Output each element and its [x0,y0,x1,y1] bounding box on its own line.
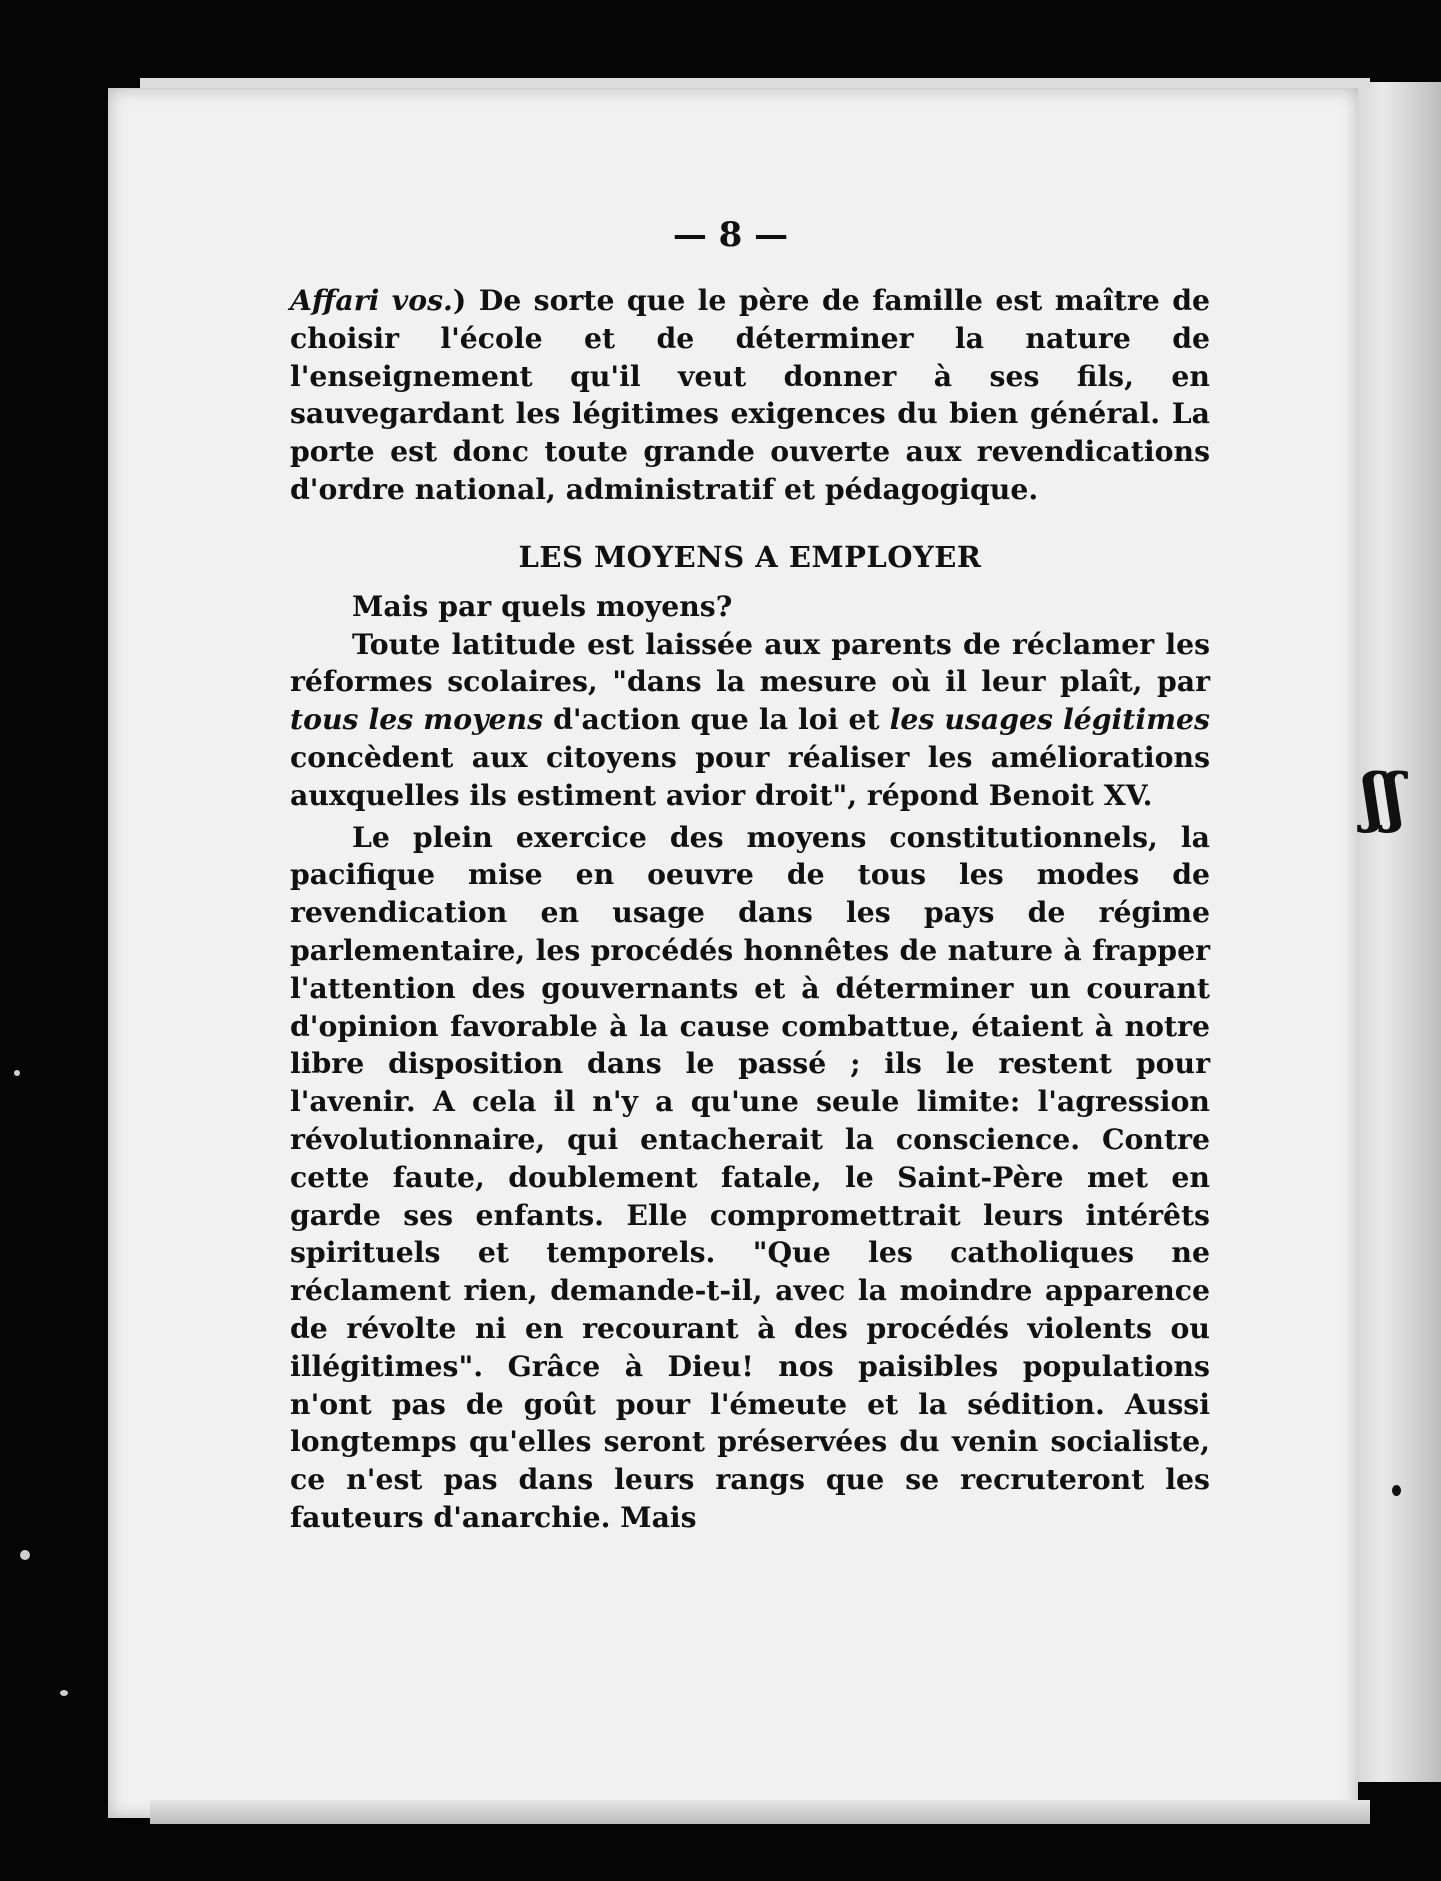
paragraph-text: Toute latitude est laissée aux parents de réclamer les réformes scolaires, "dans la mesure où il leur plaît, par [290,626,1210,699]
paragraph-text: ) De sorte que le père de famille est maître de choisir l'école et de déterminer la nature de l'enseignement qu'il veut donner à ses fils, en sauvegardant les légitimes exigences du bien général. La porte est donc toute grande ouverte aux revendications d'ordre national, administratif et pédagogique. [290,283,1210,506]
page-top-edge [140,78,1370,88]
paragraph-question: Mais par quels moyens? [352,588,733,623]
page-bottom-edge [150,1800,1370,1824]
paragraph-continued [290,282,1210,509]
dust-speck [14,1070,20,1076]
italic-phrase: tous les moyens [290,702,544,737]
paragraph-text: d'action que la loi et [543,702,890,737]
paragraph-benoit-quote [290,626,1210,815]
dust-speck [20,1550,30,1560]
paragraph-text: concèdent aux citoyens pour réaliser les améliorations auxquelles ils estiment avior droit", répond Benoit XV. [290,739,1210,812]
margin-bracket-mark: ʃʃ [1362,760,1405,835]
italic-phrase: les usages légitimes [889,702,1210,737]
section-heading: LES MOYENS A EMPLOYER [518,539,982,574]
ink-speck [1392,1485,1401,1496]
body-text [290,282,1210,1537]
italic-latin-phrase: Affari vos. [290,283,453,317]
paragraph-constitutional-means: Le plein exercice des moyens constitutionnels, la pacifique mise en oeuvre de tous les modes de revendication en usage dans les pays de régime parlementaire, les procédés honnêtes de nature à frapper l'attention des gouvernants et à déterminer un courant d'opinion favorable à la cause combattue, étaient à notre libre disposition dans le passé ; ils le restent pour l'avenir. A cela il n'y a qu'une seule limite: l'agression révolutionnaire, qui entacherait la conscience. Contre cette faute, doublement fatale, le Saint-Père met en garde ses enfants. Elle compromettrait leurs intérêts spirituels et temporels. "Que les catholiques ne réclament rien, demande-t-il, avec la moindre apparence de révolte ni en recourant à des procédés violents ou illégitimes". Grâce à Dieu! nos paisibles populations n'ont pas de goût pour l'émeute et la sédition. Aussi longtemps qu'elles seront préservées du venin socialiste, ce n'est pas dans leurs rangs que se recruteront les fauteurs d'anarchie. Mais [290,819,1210,1534]
next-page-edge [1345,82,1441,1782]
dust-speck [60,1690,68,1696]
page-number: — 8 — [672,215,789,255]
